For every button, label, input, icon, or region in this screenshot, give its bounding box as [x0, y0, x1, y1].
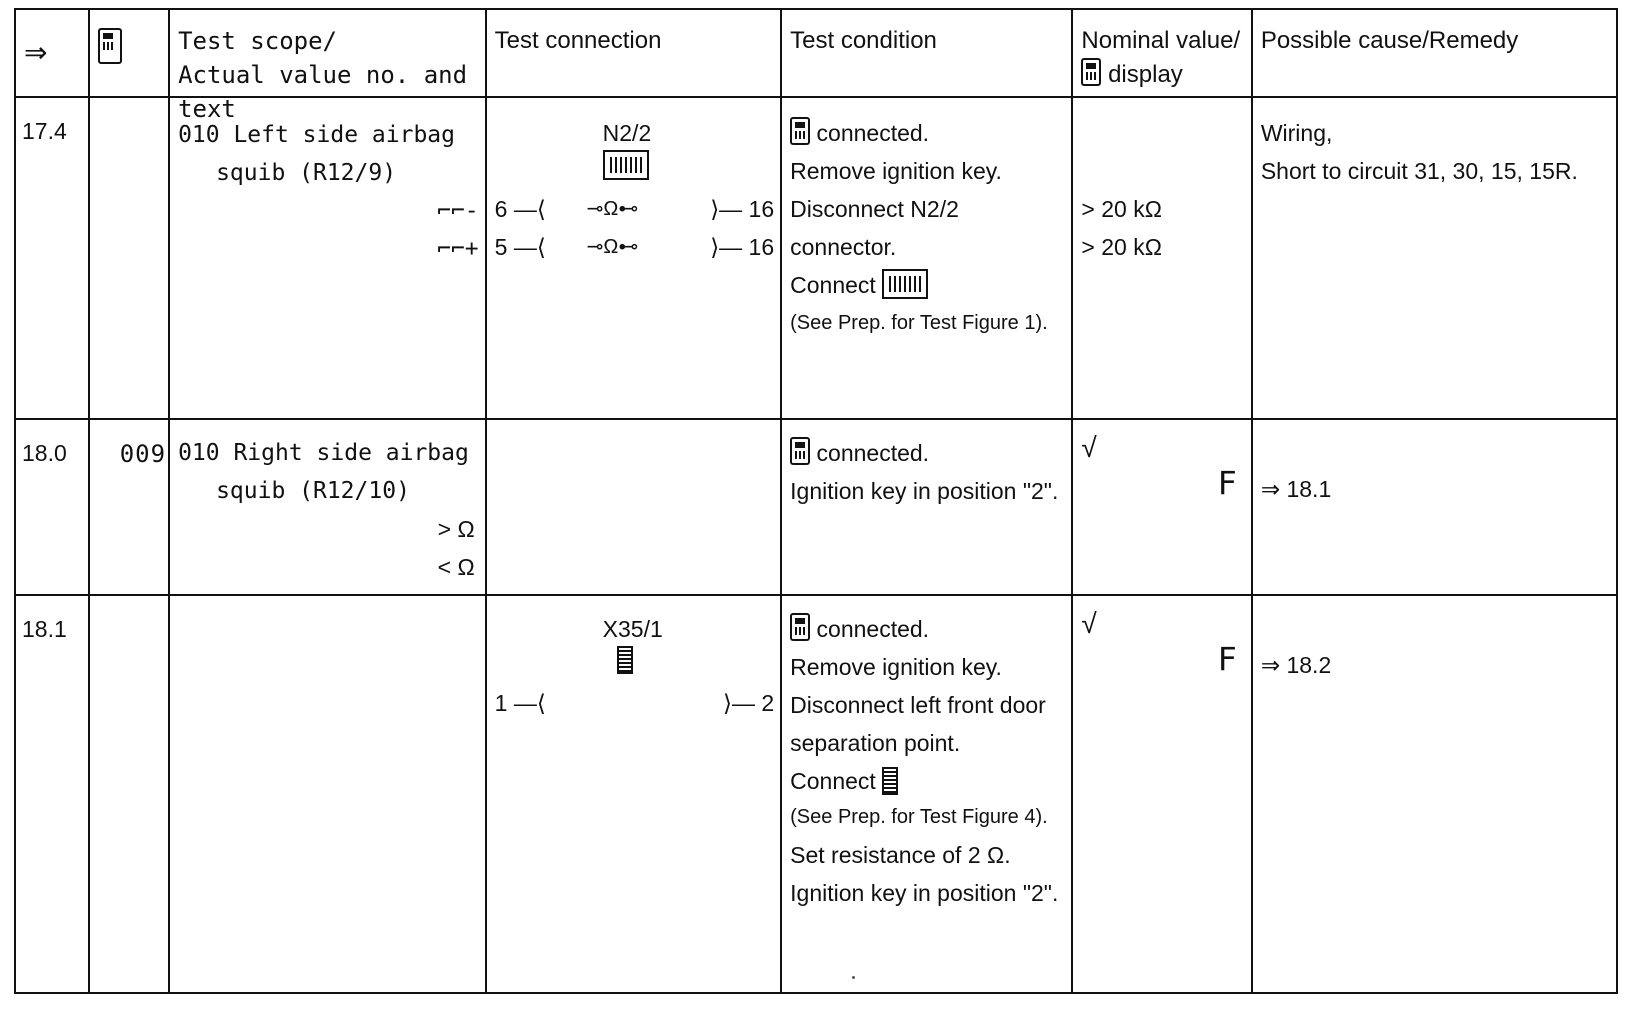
- scope-cell: [169, 97, 486, 419]
- tester-icon: [98, 28, 122, 64]
- cause-cell: [1252, 419, 1617, 595]
- connector-label: N2/2: [602, 120, 652, 146]
- cause-cell: Wiring, Short to circuit 31, 30, 15, 15R.: [1252, 97, 1617, 419]
- pin-left: 5 —⟨: [494, 234, 546, 260]
- scope-line2: squib (R12/9): [216, 160, 397, 186]
- cause-cell: [1252, 595, 1617, 993]
- scope-line1: 010 Right side airbag: [178, 440, 469, 466]
- nominal-cell: [1072, 97, 1251, 419]
- header-scope-line1: Test scope/: [178, 27, 338, 55]
- header-nominal: [1072, 9, 1251, 97]
- scope-line1: 010 Left side airbag: [178, 122, 456, 148]
- ohmmeter-icon: ⊸Ω⊷: [586, 236, 639, 258]
- nominal-value: > 20 kΩ: [1081, 234, 1162, 260]
- condition-cell: connected. Ignition key in position "2".: [781, 419, 1072, 595]
- step-number: 18.1: [22, 616, 67, 642]
- step-number: 17.4: [22, 118, 67, 144]
- fault-mark: F: [1217, 464, 1237, 502]
- arrow-icon: ⇒: [24, 37, 48, 68]
- ohmmeter-icon: ⊸Ω⊷: [586, 198, 639, 220]
- breakout-box-icon: [603, 150, 649, 180]
- scope-less-ohm: < Ω: [437, 554, 475, 580]
- header-nominal-line1: Nominal value/: [1081, 27, 1241, 54]
- adapter-icon: [882, 767, 898, 795]
- header-scope: [169, 9, 486, 123]
- nominal-value: > 20 kΩ: [1081, 196, 1162, 222]
- header-cause: Possible cause/Remedy: [1252, 9, 1617, 97]
- header-condition: Test condition: [781, 9, 1072, 97]
- table-row: [15, 97, 1617, 419]
- figure-note: (See Prep. for Test Figure 4).: [790, 806, 1048, 828]
- tester-icon: [790, 117, 810, 145]
- goto-step: ⇒ 18.1: [1260, 476, 1332, 502]
- scope-cell: [169, 419, 486, 595]
- fault-mark: F: [1217, 640, 1237, 678]
- breakout-box-icon: [882, 269, 928, 299]
- pin-left: 6 —⟨: [494, 196, 546, 222]
- pin-right: ⟩— 2: [722, 690, 775, 716]
- goto-step: ⇒ 18.2: [1260, 652, 1332, 678]
- adapter-icon: [617, 646, 633, 674]
- connection-cell: [486, 595, 781, 993]
- table-row: [15, 419, 1617, 595]
- header-scope-line2: Actual value no. and text: [178, 61, 468, 123]
- tester-icon: [1081, 58, 1101, 86]
- step-number: 18.0: [22, 440, 67, 466]
- tester-icon: [790, 437, 810, 465]
- table-row: [15, 595, 1617, 993]
- pin-left: 1 —⟨: [494, 690, 546, 716]
- test-table: [14, 8, 1618, 994]
- scope-polarity-plus: ⌐⌐+: [437, 236, 479, 262]
- nominal-cell: [1072, 595, 1251, 993]
- fault-code: 009: [119, 440, 167, 468]
- scope-greater-ohm: > Ω: [437, 516, 475, 542]
- scope-polarity-minus: ⌐⌐-: [437, 198, 479, 224]
- scope-line2: squib (R12/10): [216, 478, 410, 504]
- figure-note: (See Prep. for Test Figure 1).: [790, 312, 1048, 334]
- checkmark-icon: √: [1081, 608, 1097, 639]
- pin-right: ⟩— 16: [710, 234, 775, 260]
- connection-cell: [486, 97, 781, 419]
- condition-cell: connected. Remove ignition key. Disconnect left front door separation point. Connect (See Prep. for Test Figure 4). Set resistance of 2 Ω. Ignition key in position "2".: [781, 595, 1072, 993]
- header-nominal-line2: display: [1108, 61, 1183, 88]
- tester-icon: [790, 613, 810, 641]
- condition-cell: connected. Remove ignition key. Disconnect N2/2 connector. Connect (See Prep. for Test Figure 1).: [781, 97, 1072, 419]
- stray-dot: [852, 976, 855, 979]
- checkmark-icon: √: [1081, 432, 1097, 463]
- connector-label: X35/1: [602, 616, 663, 642]
- header-connection: Test connection: [486, 9, 781, 97]
- header-arrow: [15, 9, 89, 97]
- header-row: [15, 9, 1617, 97]
- pin-right: ⟩— 16: [710, 196, 775, 222]
- header-tester: [89, 9, 169, 97]
- nominal-cell: [1072, 419, 1251, 595]
